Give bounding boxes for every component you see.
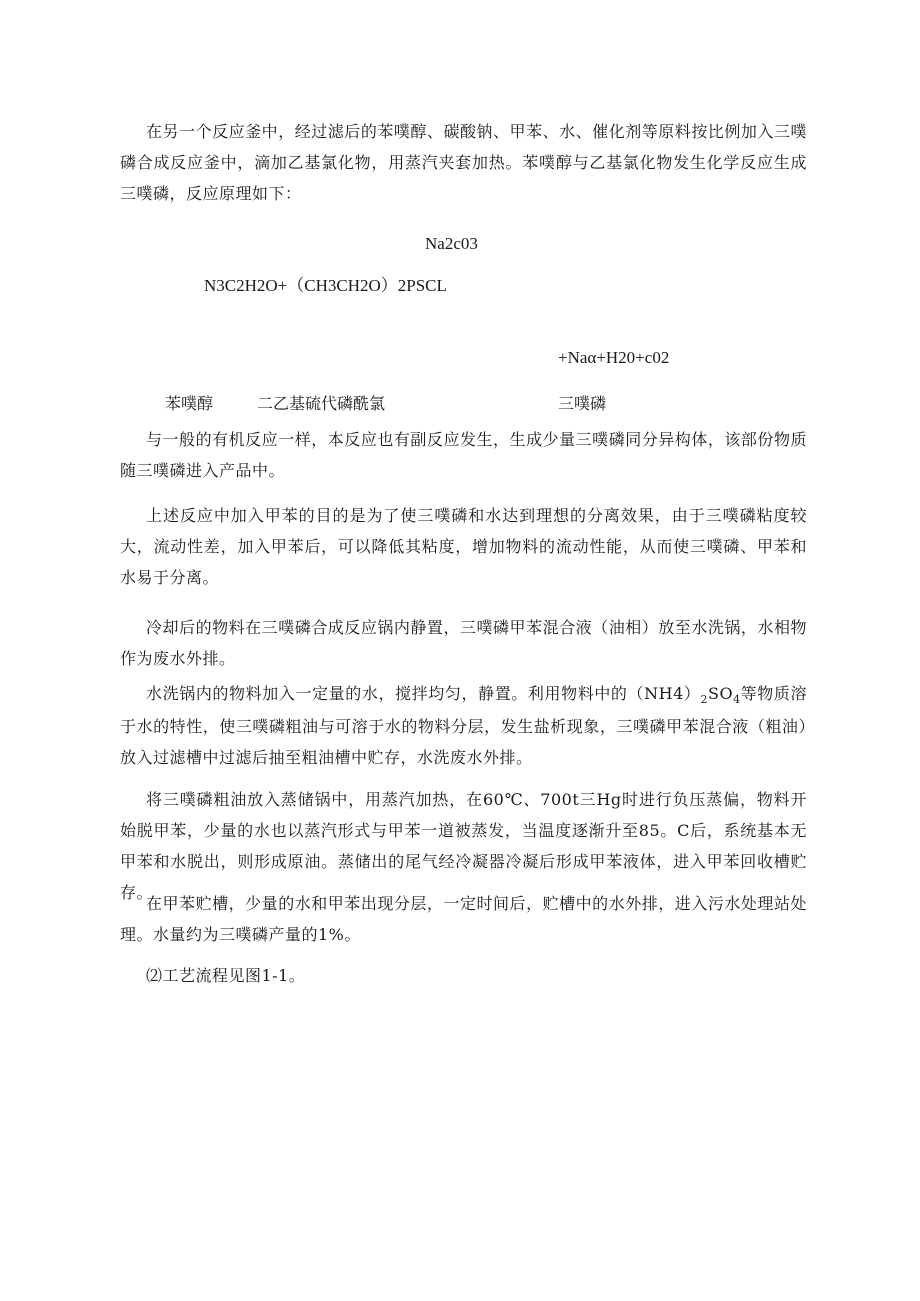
paragraph-toluene-purpose: 上述反应中加入甲苯的目的是为了使三噗磷和水达到理想的分离效果，由于三噗磷粘度较大，流动性差，加入甲苯后，可以降低其粘度，增加物料的流动性能，从而使三噗磷、甲苯和水易于分离。 — [120, 506, 807, 587]
washing-so: SO — [707, 684, 734, 703]
label-reactant-1: 苯噗醇 — [165, 394, 214, 413]
paragraph-cooling: 冷却后的物料在三噗磷合成反应锅内静置，三噗磷甲苯混合液（油相）放至水洗锅，水相物作为废水外排。 — [120, 618, 807, 668]
paragraph-distillation: 将三噗磷粗油放入蒸储锅中，用蒸汽加热，在60℃、700t三Hg时进行负压蒸偏，物料开始脱甲苯，少量的水也以蒸汽形式与甲苯一道被蒸发，当温度逐渐升至85。C后，系统基本无甲苯和水脱出，则形成原油。蒸储出的尾气经冷凝器冷凝后形成甲苯液体，进入甲苯回收槽贮存。 — [120, 790, 807, 902]
paragraph-reaction-intro: 在另一个反应釜中，经过滤后的苯噗醇、碳酸钠、甲苯、水、催化剂等原料按比例加入三噗磷合成反应釜中，滴加乙基氯化物，用蒸汽夹套加热。苯噗醇与乙基氯化物发生化学反应生成三噗磷，反应原理如下： — [120, 122, 807, 203]
washing-sub-2: 4 — [733, 693, 741, 706]
washing-text-a: 水洗锅内的物料加入一定量的水，搅拌均匀，静置。利用物料中的（NH4） — [146, 684, 701, 703]
equation-products: +Naα+H20+c02 — [558, 348, 670, 367]
paragraph-side-reaction: 与一般的有机反应一样，本反应也有副反应发生，生成少量三噗磷同分异构体，该部份物质随三噗磷进入产品中。 — [120, 430, 807, 480]
washing-text-b: 等物质溶于水的特性，使三噗磷粗油与可溶于水的物料分层，发生盐析现象，三噗磷甲苯混合液（粗油）放入过滤槽中过滤后抽至粗油槽中贮存，水洗废水外排。 — [120, 684, 807, 767]
label-product: 三噗磷 — [558, 394, 607, 413]
label-reactant-2: 二乙基硫代磷酰氯 — [257, 394, 386, 413]
equation-reactants: N3C2H2O+（CH3CH2O）2PSCL — [204, 276, 447, 295]
paragraph-process-flow: ⑵工艺流程见图1-1。 — [146, 966, 306, 985]
paragraph-separation: 在甲苯贮槽，少量的水和甲苯出现分层，一定时间后，贮槽中的水外排，进入污水处理站处理。水量约为三噗磷产量的1%。 — [120, 894, 807, 944]
equation-catalyst: Na2c03 — [425, 234, 478, 253]
paragraph-washing — [120, 678, 807, 773]
washing-sub-1: 2 — [700, 693, 708, 706]
